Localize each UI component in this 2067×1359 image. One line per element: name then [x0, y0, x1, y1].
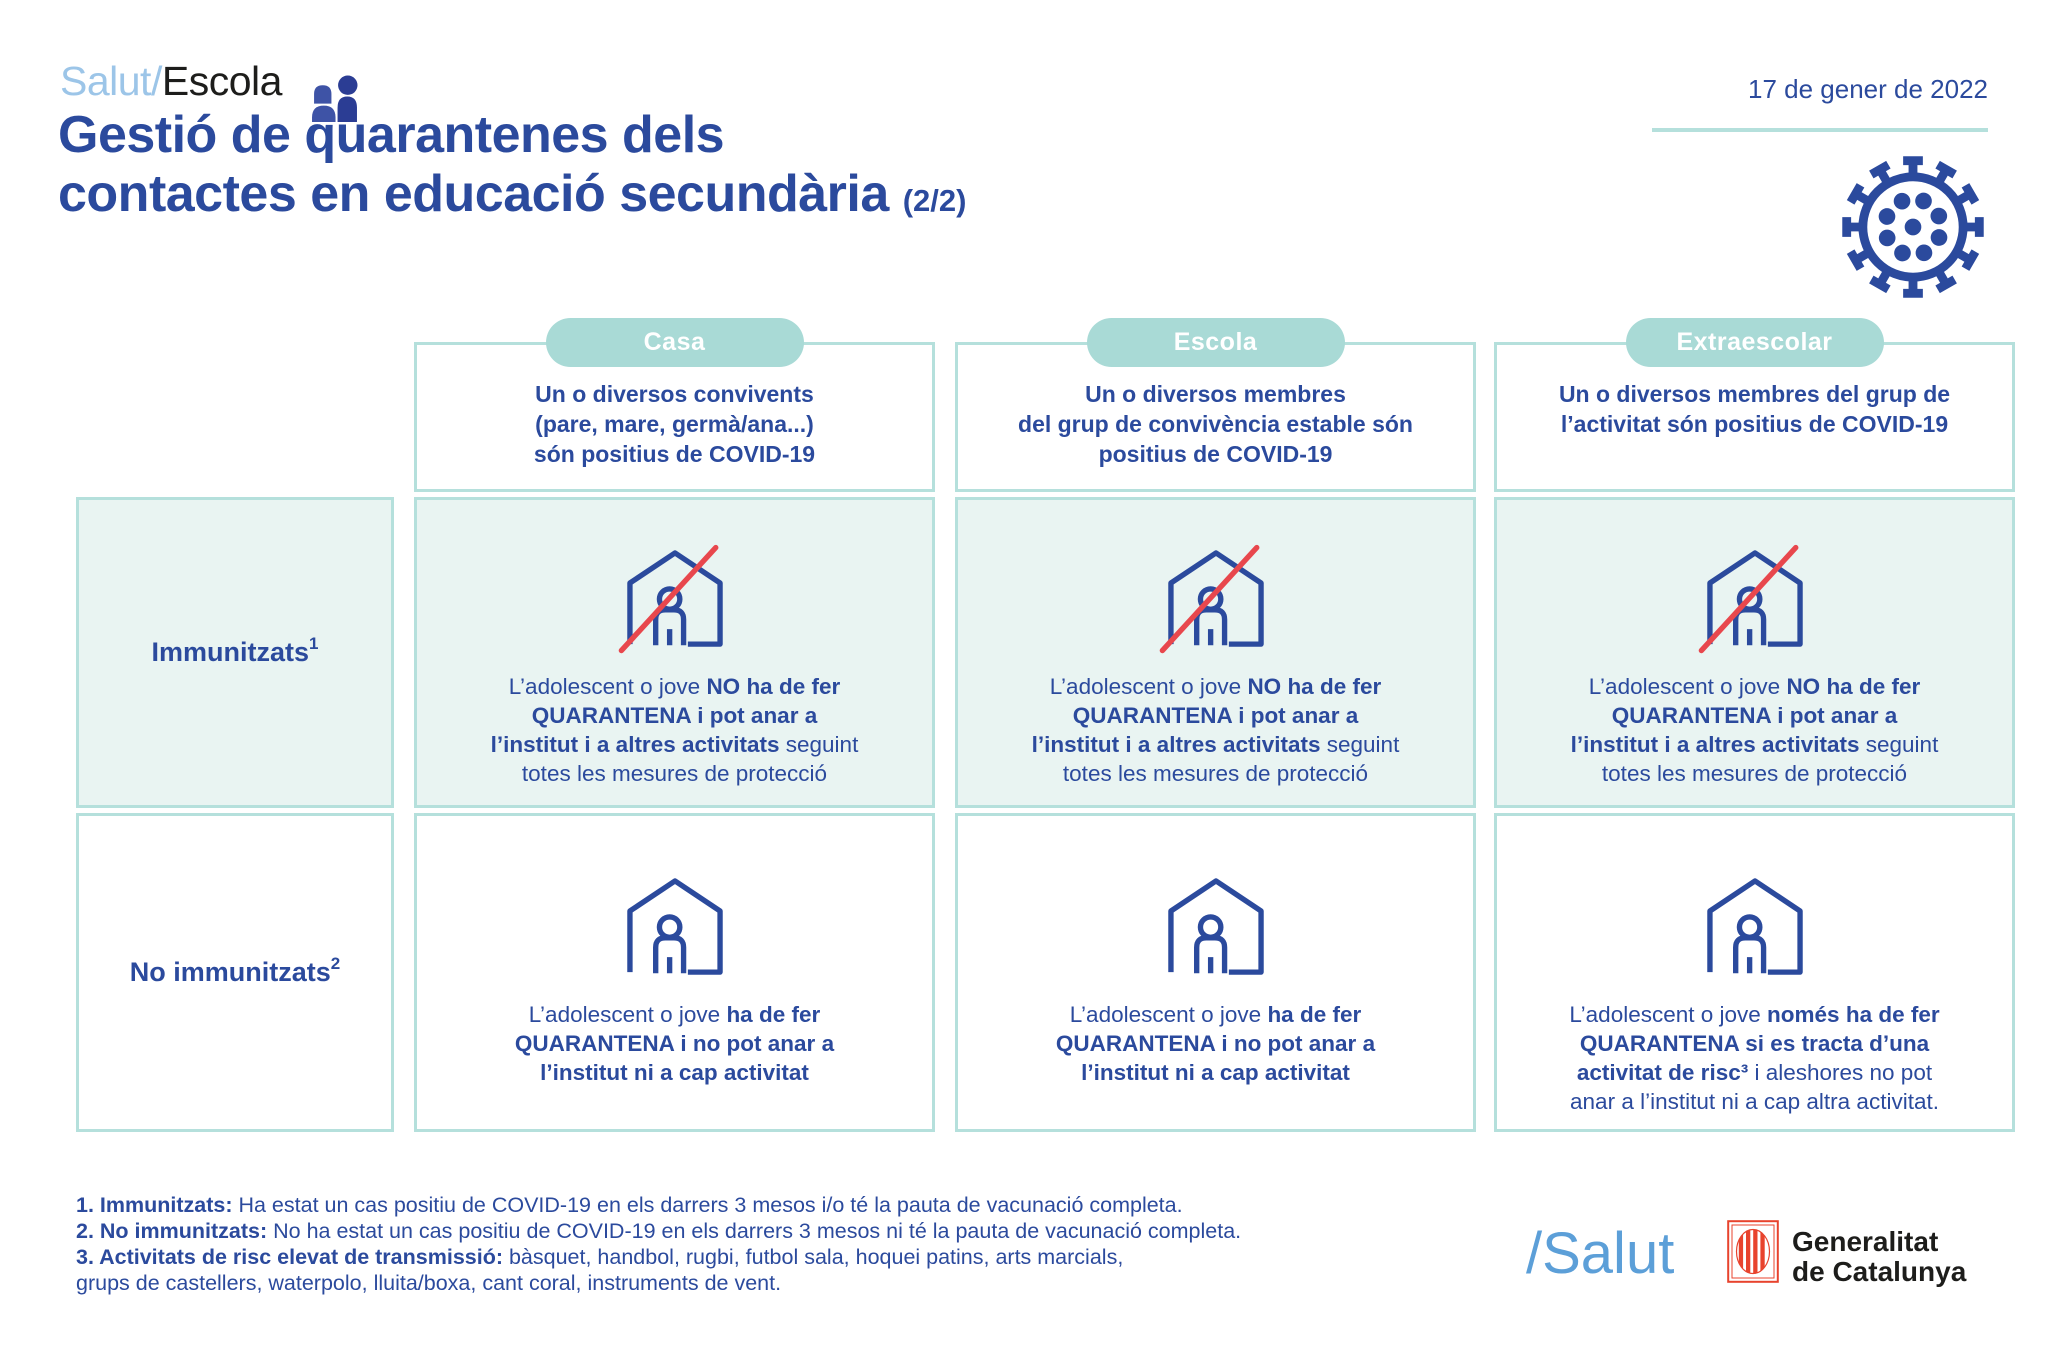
generalitat-wordmark: Generalitat de Catalunya: [1792, 1226, 1967, 1287]
pill-escola: Escola: [1087, 318, 1345, 367]
house-person-crossed-icon: [616, 542, 734, 654]
cell-no-immunitzats-escola: [955, 813, 1476, 1132]
column-header-extraescolar: [1494, 328, 2015, 492]
cell-text: L’adolescent o jove NO ha de fer QUARANTENA i pot anar a l’institut i a altres activitats seguint totes les mesures de protecció: [1031, 674, 1400, 786]
logo-escola-text: Escola: [161, 58, 282, 104]
pill-casa: Casa: [546, 318, 804, 367]
cell-no-immunitzats-extraescolar: [1494, 813, 2015, 1132]
cell-immunitzats-escola: [955, 497, 1476, 808]
cell-text: L’adolescent o jove ha de fer QUARANTENA i no pot anar a l’institut ni a cap activitat: [514, 1002, 835, 1085]
footnote-3: 3. Activitats de risc elevat de transmissió: bàsquet, handbol, rugbi, futbol sala, hoquei patins, arts marcials, grups de castellers, waterpolo, lluita/boxa, cant coral, instruments de vent.: [76, 1245, 1124, 1295]
row-label-no-immunitzats: No immunitzats $^2$: [76, 813, 394, 1132]
page-counter: (2/2): [902, 183, 967, 218]
column-description-escola: Un o diversos membres del grup de convivència estable són positius de COVID-19: [1018, 381, 1413, 467]
date-label: 17 de gener de 2022: [1748, 74, 1988, 104]
house-person-crossed-icon: [1157, 542, 1275, 654]
salut-escola-logo: [60, 58, 282, 105]
cell-text: L’adolescent o jove ha de fer QUARANTENA i no pot anar a l’institut ni a cap activitat: [1055, 1002, 1376, 1085]
column-description-casa: Un o diversos convivents (pare, mare, germà/ana...) són positius de COVID-19: [533, 381, 816, 467]
footnote-2: 2. No immunitzats: No ha estat un cas positiu de COVID-19 en els darrers 3 mesos ni té la pauta de vacunació completa.: [76, 1219, 1242, 1243]
salut-brand-logo: /Salut: [1526, 1221, 1675, 1286]
row-label-immunitzats: Immunitzats $^1$: [76, 497, 394, 808]
cell-text: L’adolescent o jove NO ha de fer QUARANTENA i pot anar a l’institut i a altres activitats seguint totes les mesures de protecció: [1570, 674, 1939, 786]
house-person-crossed-icon: [1696, 542, 1814, 654]
column-description-extraescolar: Un o diversos membres del grup de l’activitat són positius de COVID-19: [1558, 381, 1951, 437]
page-title-line2: contactes en educació secundària (2/2): [58, 165, 967, 223]
page-title: [58, 106, 966, 230]
column-header-casa: [414, 328, 935, 492]
logo-salut-text: Salut/: [60, 58, 162, 104]
cell-text: L’adolescent o jove només ha de fer QUARANTENA si es tracta d’una activitat de risc³ i aleshores no pot anar a l’institut ni a cap altra activitat.: [1569, 1002, 1940, 1114]
column-header-escola: [955, 328, 1476, 492]
house-person-icon: [1696, 870, 1814, 982]
pill-extraescolar: Extraescolar: [1626, 318, 1884, 367]
generalitat-shield-icon: [1727, 1220, 1779, 1283]
virus-icon: [1828, 142, 1998, 312]
house-person-icon: [616, 870, 734, 982]
cell-no-immunitzats-casa: [414, 813, 935, 1132]
page-title-line1: Gestió de quarantenes dels: [58, 106, 725, 164]
cell-immunitzats-extraescolar: [1494, 497, 2015, 808]
footnotes: [76, 1192, 1241, 1296]
date-underline: [1652, 128, 1988, 132]
cell-immunitzats-casa: [414, 497, 935, 808]
cell-text: L’adolescent o jove NO ha de fer QUARANTENA i pot anar a l’institut i a altres activitats seguint totes les mesures de protecció: [490, 674, 859, 786]
house-person-icon: [1157, 870, 1275, 982]
footnote-1: 1. Immunitzats: Ha estat un cas positiu de COVID-19 en els darrers 3 mesos i/o té la pauta de vacunació completa.: [76, 1193, 1183, 1217]
